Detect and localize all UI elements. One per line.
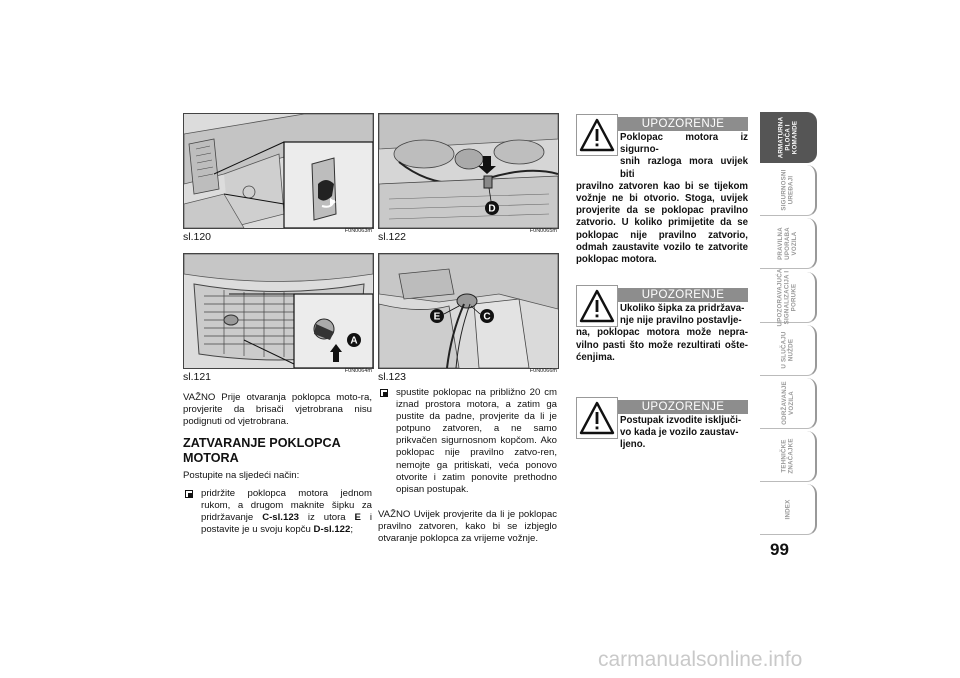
callout-c: C (483, 311, 491, 323)
callout-d: D (488, 203, 496, 215)
heading-line-2: MOTORA (183, 451, 239, 465)
warning-box-2 (576, 285, 748, 380)
warning-box-1 (576, 114, 748, 266)
figure-123-image (378, 253, 559, 369)
warning-1-line-2: snih razloga mora uvijek biti (620, 156, 748, 180)
figure-121-code: F0N0064m (344, 368, 372, 374)
left-note (183, 392, 372, 428)
tab-tehnicke-znacajke[interactable]: TEHNIČKE ZNAČAJKE (760, 431, 817, 482)
tab-odrzavanje-vozila[interactable]: ODRŽAVANJE VOZILA (760, 378, 817, 429)
figure-123-code: F0N0066m (529, 368, 557, 374)
tab-armaturna-ploca[interactable]: ARMATURNA PLOČA I KOMANDE (760, 112, 817, 163)
tab-index[interactable]: INDEX (760, 484, 817, 535)
warning-title: UPOZORENJE (618, 288, 748, 302)
page-number: 99 (770, 540, 789, 559)
figure-122-code: F0N0065m (529, 228, 557, 234)
warning-title: UPOZORENJE (618, 400, 748, 414)
warning-3-line-3: ljeno. (620, 439, 646, 451)
warning-1-text: pravilno zatvoren kao bi se tijekom vožnje ne bi otvorio. Stoga, uvijek provjerite da se poklopac pravilno zatvorio. U koliko primijetite da se poklopac nije pravilno zatvorio, odmah zaustavite vozilo te zatvorite poklopac motora. (576, 180, 748, 266)
figure-122-label: sl.122 (378, 231, 407, 243)
figure-122-image (378, 113, 559, 229)
left-bullet (183, 488, 372, 536)
checkbox-bullet-icon (185, 490, 193, 498)
watermark: carmanualsonline.info (598, 648, 803, 671)
tab-upozoravajuca-signalizacija[interactable]: UPOZORAVAJUĆA SIGNALIZACIJA I PORUKE (760, 272, 817, 323)
warning-3-line-1: Postupak izvodite isključi- (620, 415, 742, 426)
tab-sigurnosni-uredaji[interactable]: SIGURNOSNI UREĐAJI (760, 165, 817, 216)
heading-line-1: ZATVARANJE POKLOPCA (183, 436, 341, 450)
tab-u-slucaju-nuzde[interactable]: U SLUČAJU NUŽDE (760, 325, 817, 376)
figure-120-label: sl.120 (183, 231, 212, 243)
tab-pravilna-uporaba[interactable]: PRAVILNA UPORABA VOZILA (760, 218, 817, 269)
section-heading (183, 436, 383, 466)
warning-2-text: na, poklopac motora može nepra-vilno pasti što može rezultirati ošte-ćenjima. (576, 327, 748, 363)
bullet-item-1 (183, 488, 372, 536)
warning-2-line-1: Ukoliko šipka za pridržava- (620, 303, 745, 314)
figure-121-image (183, 253, 374, 369)
figure-123-label: sl.123 (378, 371, 407, 383)
warning-title: UPOZORENJE (618, 117, 748, 131)
bullet-item-2 (378, 387, 557, 496)
checkbox-bullet-icon (380, 389, 388, 397)
middle-bullet (378, 387, 557, 496)
figure-121-label: sl.121 (183, 371, 212, 383)
middle-note-text: VAŽNO Uvijek provjerite da li je poklopac pravilno zatvoren, kako bi se izbjeglo otvaranje poklopca za vrijeme vožnje. (378, 509, 557, 545)
bullet-1-text: pridržite poklopca motora jednom rukom, a drugom maknite šipku za pridržavanje C-sl.123 iz utora E i postavite je u svoju kopču D-sl.122; (201, 488, 373, 536)
warning-box-3 (576, 397, 748, 457)
warning-2-line-2: nje nije pravilno postavlje- (620, 315, 742, 327)
warning-1-line-1: Poklopac motora iz sigurno- (620, 132, 748, 156)
left-intro (183, 470, 372, 482)
middle-note (378, 509, 557, 545)
warning-3-line-2: vo kada je vozilo zaustav- (620, 427, 739, 439)
figure-120-image (183, 113, 374, 229)
callout-a: A (350, 335, 358, 347)
intro-text: Postupite na sljedeći način: (183, 470, 300, 481)
left-note-text: VAŽNO Prije otvaranja poklopca moto-ra, provjerite da brisači vjetrobrana nisu podignuti od vjetrobrana. (183, 392, 372, 428)
callout-e: E (433, 311, 441, 323)
bullet-2-text: spustite poklopac na približno 20 cm iznad prostora motora, a zatim ga pustite da padne, provjerite da li je potpuno zatvoren, a ne samo prikvačen sigurnosnom kopčom. Ako poklopac nije pravilno zatvo-ren, nemojte ga pritiskati, veća ponovo otvorite i zatim ponovite prethodno opisan postupak. (396, 387, 557, 495)
figure-120-code: F0N0063m (344, 228, 372, 234)
